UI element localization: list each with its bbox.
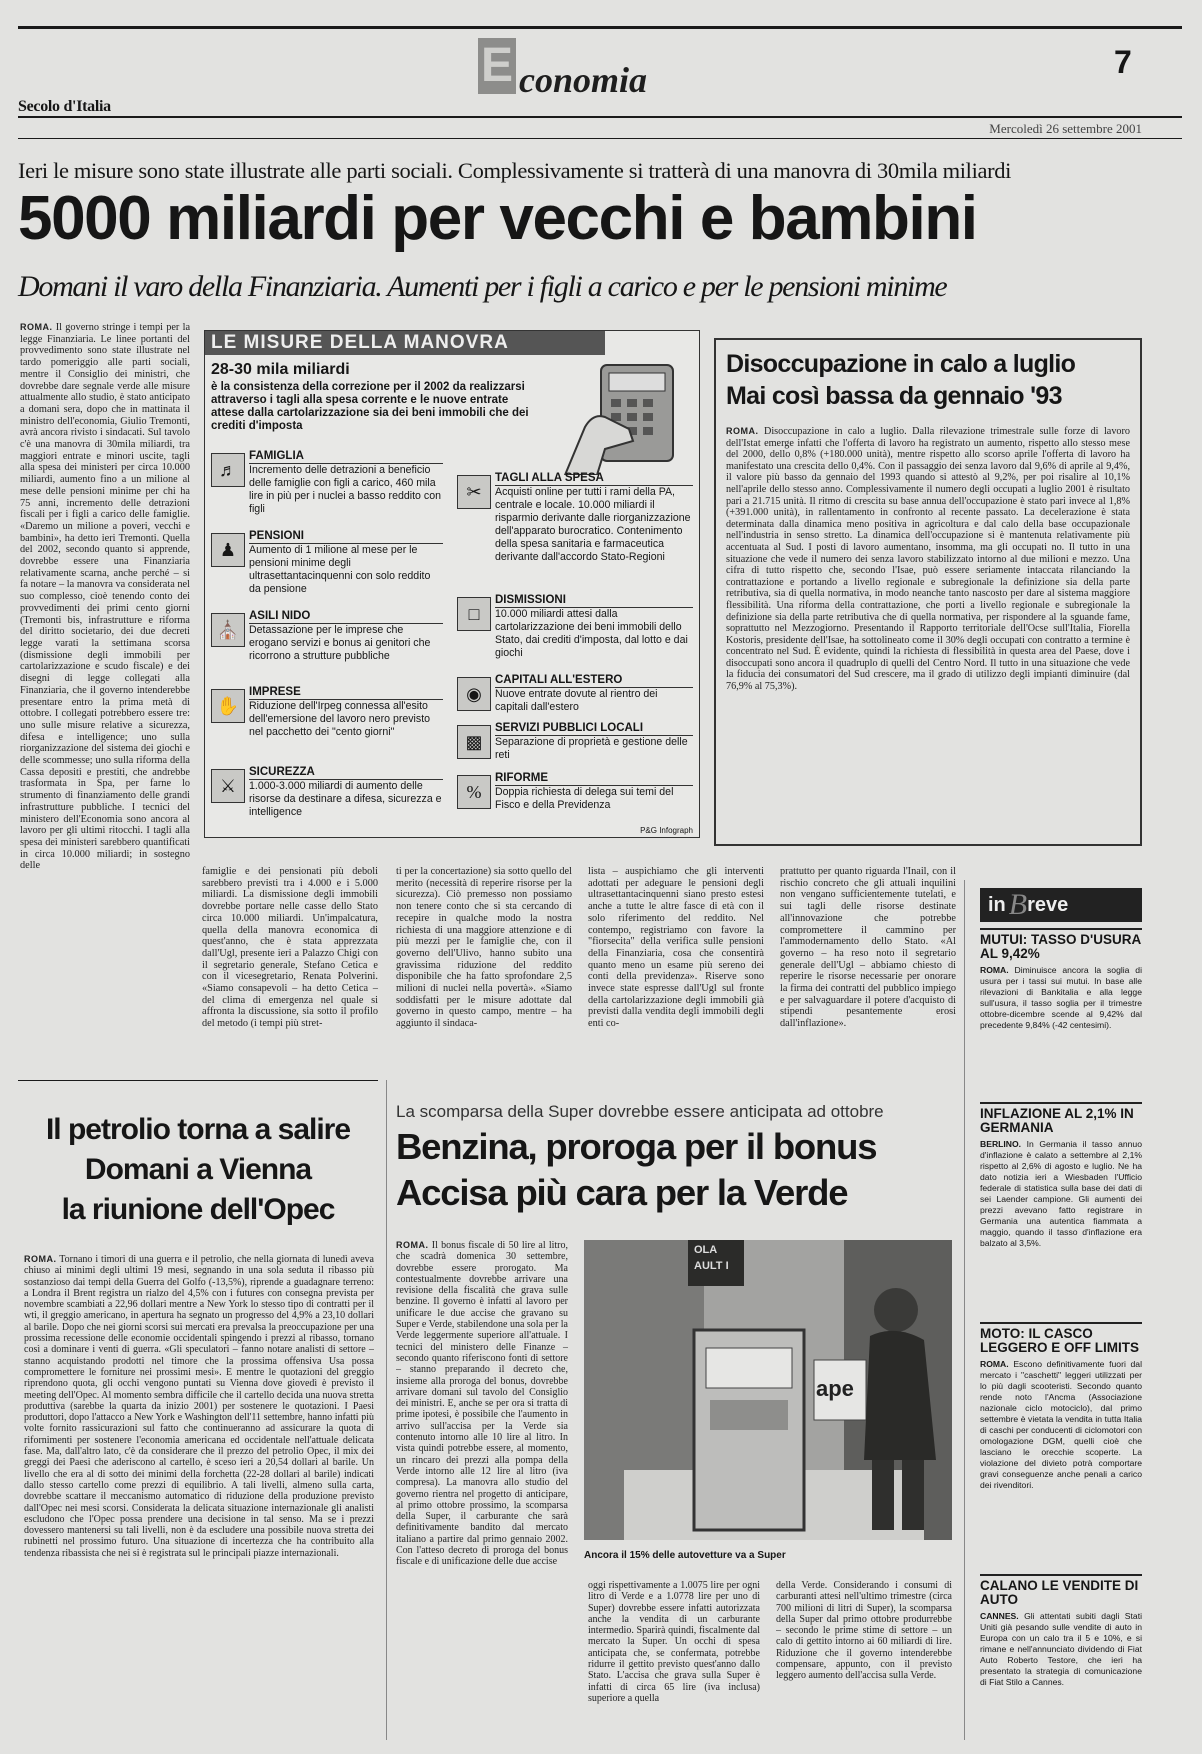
inbreve-logo-initial: B (1008, 888, 1028, 921)
photo-sign-1: OLA (694, 1244, 718, 1256)
issue-date: Mercoledì 26 settembre 2001 (989, 121, 1142, 136)
main-dateline: ROMA. (20, 322, 53, 332)
petrolio-body (24, 1254, 374, 1734)
date-rule (18, 138, 1182, 139)
section-title: conomia (519, 60, 648, 100)
disoccupazione-title-2: Mai così bassa da gennaio '93 (726, 382, 1062, 410)
benzina-headline-1: Benzina, proroga per il bonus (396, 1126, 877, 1167)
gas-station-photo (584, 1240, 952, 1540)
breve-text: Escono definitivamente fuori dal mercato i "caschetti" leggeri utilizzati per lo più dagli scooteristi. Secondo quanto rende noto l'Ancma (Associazione nazionale ciclo motociclo), dal primo settembre è vietata la vendita in tutta Italia di caschi per conducenti di ciclomotori con omologazione DGM, quelli cioè che lasciano le orecchie scoperte. La violazione del divieto potrà comportare gravi conseguenze anche penali a carico dei rivenditori. (980, 1359, 1142, 1490)
misura-text: Nuove entrate dovute al rientro dei capitali dall'estero (495, 688, 658, 713)
misura-sicurezza (211, 765, 443, 819)
misura-text: Incremento delle detrazioni a beneficio delle famiglie con figli a carico, 460 mila lire in più per i nuclei a basso reddito con figli (249, 464, 441, 515)
breve-title: CALANO LE VENDITE DI AUTO (980, 1574, 1142, 1607)
misura-riforme (457, 771, 693, 812)
breve-dateline: ROMA. (980, 1359, 1009, 1369)
breve-title: INFLAZIONE AL 2,1% IN GERMANIA (980, 1102, 1142, 1135)
misure-title-bar (205, 331, 605, 355)
main-subheadline: Domani il varo della Finanziaria. Aumenti per i figli a carico e per le pensioni minime (18, 270, 947, 303)
benzina-body-upper (396, 1240, 568, 1730)
main-story-col4: lista – auspichiamo che gli interventi adottati per adeguare le pensioni degli ultrasettantacinquenni siano presto estesi anche a tutte le altre fasce di età con il solo riferimento del reddito. Nel contempo, registriamo con favore la "fiorsecita" della verifica sulle pensioni della Finanziaria, cosa che consentirà quanto meno un esame più sereno dei conti della previdenza». Riserve sono invece state espresse dall'Ugl sul fronte della cartolarizzazione degli immobili già previsti dalla vendita degli immobili degli enti co- (588, 866, 764, 1030)
main-headline: 5000 miliardi per vecchi e bambini (18, 184, 977, 253)
misura-imprese (211, 685, 443, 739)
top-rule (18, 26, 1182, 29)
main-story-col1 (20, 322, 190, 1067)
benzina-body-lower-2: della Verde. Considerando i consumi di carburanti attesi nell'ultimo trimestre (circa 700 milioni di litri di Super), la scomparsa della Super dal primo ottobre produrrebbe – secondo le prime stime di settore – un calo di gettito intorno ai 60 miliardi di lire. Riduzione che il governo intenderebbe compensare, appunto, con il previsto leggero aumento dell'accisa sulla Verde. (776, 1580, 952, 1682)
bus-icon: ▩ (457, 725, 491, 759)
misura-head: IMPRESE (249, 685, 443, 700)
disoccupazione-title-1: Disoccupazione in calo a luglio (726, 350, 1076, 378)
misure-credit: P&G Infograph (640, 826, 693, 835)
misura-text: Separazione di proprietà e gestione delle reti (495, 736, 688, 761)
misura-tagli (457, 471, 693, 564)
petrolio-headline-3: la riunione dell'Opec (61, 1193, 335, 1226)
misura-text: 1.000-3.000 miliardi di aumento delle risorse da destinare a difesa, sicurezza e intelligence (249, 780, 442, 818)
breve-dateline: ROMA. (980, 965, 1009, 975)
petrolio-text: Tornano i timori di una guerra e il petrolio, che nella giornata di lunedì aveva chiuso ai minimi degli ultimi 19 mesi, segnando in una sola seduta il ribasso più sostanzioso dai tempi della Guerra del Golfo (-13,5%), riprende a guadagnare terreno: a Londra il Brent registra un rialzo del 4,5% con i futures con consegna prevista per novembre scambiati a 22,96 dollari mentre a New York lo stesso tipo di contratti per il wti, il greggio americano, in apertura ha segnato un progresso del 4,9% a 23,10 dollari al barile. Dopo che nei giorni scorsi sui mercati era prevalsa la preoccupazione per una prossima recessione delle economie occidentali spingendo i prezzi al ribasso, tornano così a dominare i venti di guerra. «Gli speculatori – fanno notare analisti di settore – stanno acquistando prodotti nel timore che la prossima offensiva Usa possa compromettere le forniture nei prossimi mesi». E mentre le quotazioni del greggio riprendono quota, gli occhi vengono puntati su Vienna dove giovedì è previsto il meeting dell'Opec. Al momento sembra difficile che il cartello decida una nuova stretta produttiva (sarebbe la quarta da inizio 2001) per sostenere le quotazioni. I Paesi produttori, dopo l'attacco a New York e Washington dell'11 settembre, hanno infatti più volte fornito rassicurazioni sul fatto che continueranno ad assicurare la quota di rifornimenti per sostenere l'economia americana ed occidentale nell'attuale delicata fase. Ma, dall'altro lato, c'è da considerare che il prezzo del petrolio Opec, il mix dei greggi dei Paesi che aderiscono al cartello, è sceso ieri a 20,54 dollari al barile. Un livello che era al di sotto dei minimi della forchetta (22-28 dollari al barile) indicati dallo stesso cartello come prezzi di equilibrio. A tali livelli, almeno sulla carta, dovrebbe scattare il meccanismo automatico di riduzione della produzione previsto dall'Opec nei mesi scorsi. Considerata la delicata situazione internazionale gli analisti escludono che l'Opec possa prendere una decisione in tal senso. Ma se i prezzi dovessero mantenersi su tali livelli, non è da escludere una possibile nuova stretta dei rubinetti nel prossimo futuro. Una situazione di incertezza che ha contribuito alla tendenza ribassista che nei si è registrata sul le principali piazze internazionali. (24, 1254, 374, 1559)
hand-calculator-icon (545, 357, 695, 475)
misure-lead (211, 361, 541, 433)
section-initial: E (480, 39, 513, 92)
breve-text: In Germania il tasso annuo d'inflazione è calato a settembre al 2,1% rispetto al 2,6% di agosto e luglio. Ne ha dato notizia ieri a Wiesbaden l'Ufficio federale di statistica sulla base dei dati di sei Laender campione. Gli aumenti dei prezzi avevano fatto registrare in Germania una autentica fiammata a maggio, quando il tasso d'inflazione era balzato al 3,5%. (980, 1139, 1142, 1248)
misura-head: ASILI NIDO (249, 609, 443, 624)
percent-icon: % (457, 775, 491, 809)
benzina-dateline: ROMA. (396, 1240, 429, 1250)
misura-pensioni (211, 529, 443, 596)
main-story-col2: famiglie e dei pensionati più deboli sarebbero previsti tra i 4.000 e i 5.000 miliardi. La dismissione degli immobili dovrebbe portare nelle casse dello Stato circa 10.000 miliardi. Un'impalcatura, quella della manovra economica di quest'anno, che è stata apprezzata dall'Ugl, presente ieri a Palazzo Chigi con il segretario generale, Stefano Cetica e con il vicesegretario, Renata Polverini. «Siamo consapevoli – ha detto Cetica – del clima di emergenza nel quale si affronta la discussione, sia sotto il profilo del metodo (i tempi più stret- (202, 866, 378, 1030)
misura-servizi (457, 721, 693, 762)
building-icon: □ (457, 597, 491, 631)
paper-name: Secolo d'Italia (18, 98, 111, 115)
breve-title: MUTUI: TASSO D'USURA AL 9,42% (980, 928, 1142, 961)
petrolio-dateline: ROMA. (24, 1254, 57, 1264)
breve-body (980, 1139, 1142, 1249)
photo-sign-2: AULT I (694, 1260, 729, 1272)
misure-title: LE MISURE DELLA MANOVRA (211, 332, 509, 353)
nursery-icon: ⛪ (211, 613, 245, 647)
misure-lead-text: è la consistenza della correzione per il 2002 da realizzarsi attraverso i tagli alla spesa corrente e le nuove entrate attese dalla cartolarizzazione sia dei beni immobili che dei crediti d'imposta (211, 381, 529, 432)
disoccupazione-body (726, 426, 1130, 816)
breve-title: MOTO: IL CASCO LEGGERO E OFF LIMITS (980, 1322, 1142, 1355)
misure-left-list (211, 449, 443, 829)
disoccupazione-dateline: ROMA. (726, 426, 759, 436)
misura-head: TAGLI ALLA SPESA (495, 471, 693, 486)
bottom-divider (386, 1080, 387, 1740)
inbreve-logo (980, 888, 1142, 922)
misura-text: Doppia richiesta di delega sui temi del Fisco e della Previdenza (495, 786, 674, 811)
page-number: 7 (1114, 44, 1132, 80)
misura-asili (211, 609, 443, 663)
petrolio-headline-1: Il petrolio torna a salire (45, 1113, 351, 1146)
handshake-icon: ✋ (211, 689, 245, 723)
benzina-kicker: La scomparsa della Super dovrebbe essere anticipata ad ottobre (396, 1102, 884, 1121)
disoccupazione-box (714, 338, 1142, 846)
misura-text: Detassazione per le imprese che erogano servizi e bonus ai genitori che ricorrono a strutture pubbliche (249, 624, 431, 662)
soldier-icon: ⚔ (211, 769, 245, 803)
breve-body (980, 1611, 1142, 1688)
misura-head: SICUREZZA (249, 765, 443, 780)
breve-body (980, 1359, 1142, 1491)
masthead-rule (18, 116, 1182, 118)
section-initial-block (478, 38, 516, 94)
photo-caption: Ancora il 15% delle autovetture va a Super (584, 1550, 786, 1561)
misura-dismissioni (457, 593, 693, 660)
breve-dateline: CANNES. (980, 1611, 1019, 1621)
misura-head: RIFORME (495, 771, 693, 786)
misura-text: Acquisti online per tutti i rami della PA, centrale e locale. 10.000 miliardi il risparmio derivante dalle riorganizzazione dell'apparato burocratico. Contenimento della spesa sanitaria e farmaceutica derivante dall'accordo Stato-Regioni (495, 486, 691, 563)
benzina-headline-2: Accisa più cara per la Verde (396, 1172, 848, 1213)
petrolio-headline (18, 1110, 378, 1230)
misure-box (204, 330, 700, 838)
sidebar-divider (964, 880, 965, 1740)
scissors-icon: ✂ (457, 475, 491, 509)
misura-text: Riduzione dell'Irpeg connessa all'esito dell'emersione del lavoro nero previsto nel pacchetto dei "cento giorni" (249, 700, 431, 738)
misura-head: CAPITALI ALL'ESTERO (495, 673, 693, 688)
breve-dateline: BERLINO. (980, 1139, 1022, 1149)
misura-head: PENSIONI (249, 529, 443, 544)
misura-text: 10.000 miliardi attesi dalla cartolarizzazione dei beni immobili dello Stato, dai crediti d'imposta, dal lotto e dai giochi (495, 608, 688, 659)
disoccupazione-text: Disoccupazione in calo a luglio. Dalla rilevazione trimestrale sulle forze di lavoro dell'Istat emerge infatti che l'offerta di lavoro ha registrato un aumento, rispetto allo stesso mese del 2000, dello 0,8% (+180.000 unità), mentre rispetto allo scorso aprile l'offerta di lavoro ha manifestato una crescita dello 0,4%. Con il passaggio dei senza lavoro dal 9,6% di aprile al 9,4%, il valore più basso da gennaio del 1993 quando si attestò al 9,2%, per poi risalire al 10,1% nell'aprile dello stesso anno. Complessivamente il numero degli occupati a luglio 2001 è risultato pari a 21.715 unità. Il ritmo di crescita su base annua dell'occupazione è stato pari invece al 1,8% (+391.000 unità), in rallentamento in confronto al recente passato. La decelerazione è stata determinata dalla dinamica meno positiva in agricoltura e dal calo della base occupazionale nell'industria in senso stretto. La dinamica dell'occupazione si è mantenuta relativamente più accentuata al Sud. I posti di lavoro aumentano, insomma, ma gli occupati no. Il tutto in una situazione che vede il numero dei senza lavoro stabilizzato intorno al due milioni e mezzo. Una cifra di tutto rispetto che, secondo l'Isae, può essere seriamente intaccata rilanciando la contrattazione e portando a livello regionale e subregionale la definizione sia della parte retributiva, sia di quella normativa, in modo neanche tanto nascosto per dare al sistema maggiore flessibilità. Una riforma della contrattazione, che porti a livello regionale e subregionale la definizione sia della parte retributiva che di quella normativa, per rispondere al la sguande fame, soprattutto nel Mezzogiorno. Presentando il Rapporto territoriale dell'Ocse sull'Italia, Fiorella Kostoris, presidente dell'Isae, ha sottolineato come il 30% degli occupati con contratto a termine è concentrato nel Sud. È evidente, quindi la richiesta di flessibilità in questa area del Paese, dove i disoccupati sono ancora il quadruplo di quelli del Centro Nord. Il tutto in una situazione che vede la fiducia dei consumatori del Sud crescere, ma il grado di utilizzo degli impianti diminuire (dal 76,9% al 75,3%). (726, 426, 1130, 693)
inbreve-list (980, 928, 1142, 1738)
benzina-text-upper: Il bonus fiscale di 50 lire al litro, che scadrà domenica 30 settembre, dovrebbe essere prorogato. Ma contestualmente dovrebbe arrivare una revisione della fiscalità che grava sulle benzine. Il governo è infatti al lavoro per unificare le due accise che gravano su Super e Verde, stabilendone una sola per la Verde leggermente superiore all'attuale. I tecnici del ministero delle Finanze – secondo quanto riferiscono fonti di settore – stanno preparando il decreto che, insieme alla proroga del bonus, dovrebbe arrivare domani sul tavolo del Consiglio dei ministri. E, anche se per ora si tratta di prime ipotesi, è possibile che l'aumento in arrivo sull'accisa per la Verde sia contenuto intorno alle 10 lire al litro. In vista quindi potrebbe essere, al momento, un rincaro dei prezzi alla pompa della Verde intorno alle 12 lire al litro (iva compresa). La manovra allo studio del governo rientra nel progetto di anticipare, al primo ottobre prossimo, la scomparsa della Super, il carburante che sarà definitivamente bandito dal mercato italiano a partire dal primo gennaio 2002. Con l'atteso decreto di proroga del bonus fiscale e di unificazione delle due accise (396, 1240, 568, 1568)
main-story-col3: ti per la concertazione) sia sotto quello del merito (necessità di reperire risorse per la sicurezza). Ciò premesso non possiamo non tenere conto che si sta cercando di recepire in qualche modo la nostra richiesta di una maggiore attenzione e di più mezzi per le famiglie che, con il governo dell'Ulivo, hanno subito una gravissima riduzione del reddito disponibile che ha fatto sprofondare 2,5 milioni di nuclei nella povertà». «Siamo soddisfatti per le misure adottate dal governo in questo campo, mentre – ha aggiunto il sindaca- (396, 866, 572, 1030)
misura-text: Aumento di 1 milione al mese per le pensioni minime degli ultrasettantacinquenni con solo reddito da pensione (249, 544, 431, 595)
petrolio-headline-2: Domani a Vienna (84, 1153, 312, 1186)
misura-capitali (457, 673, 693, 714)
inbreve-logo-rest: reve (1027, 893, 1069, 916)
main-kicker: Ieri le misure sono state illustrate alle parti sociali. Complessivamente si tratterà di una manovra di 30mila miliardi (18, 158, 1012, 183)
misure-lead-title: 28-30 mila miliardi (211, 361, 350, 378)
misura-head: DISMISSIONI (495, 593, 693, 608)
family-icon: ♬ (211, 453, 245, 487)
breve-text: Diminuisce ancora la soglia di usura per i tassi sui mutui. In base alle rilevazioni di Bankitalia e alla legge sull'usura, il tasso soglia per il trimestre ottobre-dicembre scende al 9,42% dal precedente 9,84% (-42 centesimi). (980, 965, 1142, 1030)
breve-item (980, 1574, 1142, 1688)
misura-famiglia (211, 449, 443, 516)
benzina-headline (396, 1124, 956, 1216)
breve-text: Gli attentati subiti dagli Stati Uniti già pesando sulle vendite di auto in Europa con un calo tra il 5 e 10%, e si rimane e nell'annunciato dividendo di Fiat Auto Roberto Testore, che ieri ha presentato la strategia di comunicazione di Fiat Stilo a Cannes. (980, 1611, 1142, 1687)
misura-head: FAMIGLIA (249, 449, 443, 464)
benzina-body-lower-1: oggi rispettivamente a 1.0075 lire per ogni litro di Verde e a 1.0778 lire per uno di Super) dovrebbe essere infatti autorizzata anche la vendita di un carburante intermedio. Sparirà quindi, fiscalmente dal mercato la Super. Un occhi di spesa anticipata che, se confermata, potrebbe ridurre il gettito previsto quest'anno dallo Stato. L'accisa che grava sulla Super è infatti di circa 65 lire (iva inclusa) superiore a quella (588, 1580, 760, 1704)
misura-head: SERVIZI PUBBLICI LOCALI (495, 721, 693, 736)
misure-right-list (457, 471, 693, 831)
petrolio-top-rule (18, 1080, 378, 1081)
breve-item (980, 1322, 1142, 1574)
main-story-col5: prattutto per quanto riguarda l'Inail, con il rischio concreto che gli attuali inquilini non vengano sufficientemente tutelati, e sui tagli delle risorse destinate all'innovazione che potrebbe compromettere il cammino per l'ammodernamento dello Stato. «Al governo – ha reso noto il segretario generale dell'Ugl – abbiamo chiesto di reperire le risorse necessarie per onorare la firma dei contratti del pubblico impiego e per salvaguardare il potere d'acquisto di stipendi pesantemente erosi dall'inflazione». (780, 866, 956, 1030)
inbreve-logo-in: in (988, 893, 1006, 916)
pensioner-icon: ♟ (211, 533, 245, 567)
photo-sign-3: ape (816, 1376, 854, 1401)
coins-icon: ◉ (457, 677, 491, 711)
main-col1-text: Il governo stringe i tempi per la legge Finanziaria. Le linee portanti del provvedimento sono state illustrate nel tardo pomeriggio alle parti sociali, mentre il Consiglio dei ministri, che dovrebbe dare segnale verde alle misure attualmente allo studio, è stato anticipato a domani sera, dopo che in mattinata il ministro dell'economia, Giulio Tremonti, avrà ancora rivisto i sindacati. Sul tavolo c'è una manovra di 30mila miliardi, tra maggiori entrate e minori uscite, tagli alla spesa dei ministeri per circa 10.000 miliardi, aumento fino a un milione al mese delle pensioni minime per chi ha 75 anni, incremento delle detrazioni fiscali per i figli a carico delle famiglie. «Daremo un milione a poveri, vecchi e bambini», ha detto ieri Tremonti. Quella del 2002, secondo quanto si apprende, dovrebbe essere una Finanziaria relativamente scarna, anche perché – si fa notare – la manovra va considerata nel suo complesso, cioè tenendo conto dei provvedimenti dei primi cento giorni (Tremonti bis, infrastrutture e riforma del diritto societario, dei due decreti legge varati la settimana scorsa (dismissione degli immobili per cartolarizzazione e scudo fiscale) e dei disegni di legge collegati alla Finanziaria, che il governo intenderebbe presentare entro la prima metà di ottobre. I collegati potrebbero essere tre: uno sulle misure relative a sicurezza, difesa e intelligence; uno sulla riorganizzazione del sistema dei giochi e delle scommesse; uno sulla riforma della Cassa depositi e prestiti, che andrebbe trasformata in Spa, per farne lo strumento di finanziamento delle grandi infrastrutture pubbliche. I tecnici del ministero dell'Economia sono ancora al lavoro per gli ultimi ritocchi. I tagli alla spesa dei ministeri sarebbero quantificati in circa 10.000 miliardi; in sostegno delle (20, 322, 190, 872)
breve-item (980, 1102, 1142, 1322)
breve-item (980, 928, 1142, 1102)
breve-body (980, 965, 1142, 1031)
